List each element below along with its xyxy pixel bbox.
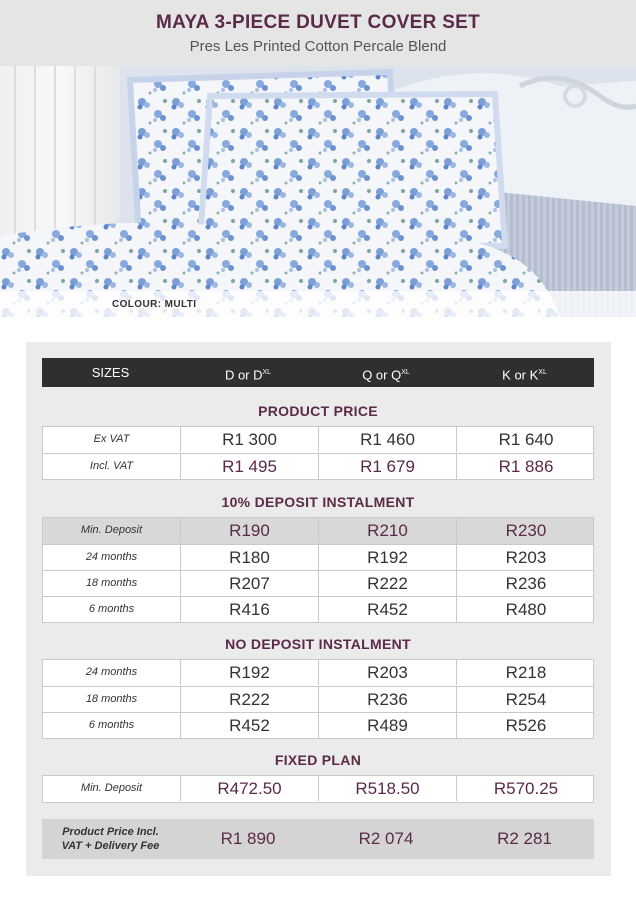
price-cell: R1 300 — [180, 427, 318, 452]
table-row — [43, 570, 593, 596]
product-subtitle: Pres Les Printed Cotton Percale Blend — [189, 38, 447, 55]
total-price-cell: R1 890 — [220, 829, 276, 848]
deposit-table — [42, 517, 594, 623]
row-label: 24 months — [85, 551, 138, 563]
size-header-king: K or $K^{XL}$ — [502, 367, 547, 383]
table-row — [43, 660, 593, 686]
row-label: 6 months — [88, 719, 135, 731]
row-label: Ex VAT — [93, 433, 130, 445]
price-cell: R472.50 — [180, 776, 318, 801]
price-cell: R192 — [318, 545, 456, 570]
size-header-double: D or $D^{XL}$ — [224, 367, 272, 383]
sizes-header-label: SIZES — [91, 365, 130, 380]
sizes-header-row — [42, 358, 594, 387]
fixed-plan-table — [42, 775, 594, 803]
row-label: Incl. VAT — [89, 460, 134, 472]
no-deposit-table — [42, 659, 594, 739]
total-price-row — [42, 819, 594, 859]
table-row — [43, 686, 593, 712]
price-cell: R180 — [180, 545, 318, 570]
price-cell: R489 — [318, 713, 456, 738]
table-row — [43, 518, 593, 544]
price-cell: R452 — [318, 597, 456, 622]
table-row — [43, 596, 593, 622]
price-cell: R518.50 — [318, 776, 456, 801]
section-title-fixed-plan: FIXED PLAN — [274, 752, 362, 768]
price-cell: R1 460 — [318, 427, 456, 452]
row-label: 18 months — [85, 693, 138, 705]
price-cell: R218 — [456, 660, 595, 685]
row-label: 6 months — [88, 603, 135, 615]
table-row — [43, 427, 593, 453]
colour-label: COLOUR: MULTI — [112, 299, 197, 310]
total-label: Product Price Incl. VAT + Delivery Fee — [61, 826, 160, 852]
price-cell: R452 — [180, 713, 318, 738]
price-cell: R526 — [456, 713, 595, 738]
price-cell: R207 — [180, 571, 318, 596]
price-cell: R1 679 — [318, 454, 456, 479]
price-cell: R203 — [456, 545, 595, 570]
product-price-table — [42, 426, 594, 480]
total-price-cell: R2 281 — [497, 829, 552, 848]
row-label: 18 months — [85, 577, 138, 589]
section-title-deposit: 10% DEPOSIT INSTALMENT — [221, 494, 415, 510]
price-cell: R1 495 — [180, 454, 318, 479]
table-row — [43, 544, 593, 570]
header-band — [0, 0, 636, 66]
section-title-no-deposit: NO DEPOSIT INSTALMENT — [225, 636, 411, 652]
price-cell: R222 — [318, 571, 456, 596]
product-photo — [0, 66, 636, 317]
row-label: 24 months — [85, 666, 138, 678]
total-price-cell: R2 074 — [358, 829, 414, 848]
bedding-illustration — [0, 66, 636, 317]
product-title: MAYA 3-PIECE DUVET COVER SET — [155, 12, 481, 33]
table-row — [43, 712, 593, 738]
size-header-queen: Q or $Q^{XL}$ — [362, 367, 410, 383]
price-cell: R1 640 — [456, 427, 595, 452]
price-cell: R254 — [456, 687, 595, 712]
row-label: Min. Deposit — [80, 782, 143, 794]
price-cell: R480 — [456, 597, 595, 622]
section-title-product-price: PRODUCT PRICE — [258, 403, 378, 419]
price-cell: R192 — [180, 660, 318, 685]
price-cell: R236 — [318, 687, 456, 712]
price-cell: R570.25 — [456, 776, 595, 801]
price-cell: R210 — [318, 518, 456, 543]
price-cell: R222 — [180, 687, 318, 712]
table-row — [43, 453, 593, 479]
price-cell: R230 — [456, 518, 595, 543]
table-row — [43, 776, 593, 802]
row-label: Min. Deposit — [80, 524, 143, 536]
price-cell: R416 — [180, 597, 318, 622]
price-cell: R203 — [318, 660, 456, 685]
price-cell: R190 — [180, 518, 318, 543]
price-cell: R1 886 — [456, 454, 595, 479]
price-cell: R236 — [456, 571, 595, 596]
